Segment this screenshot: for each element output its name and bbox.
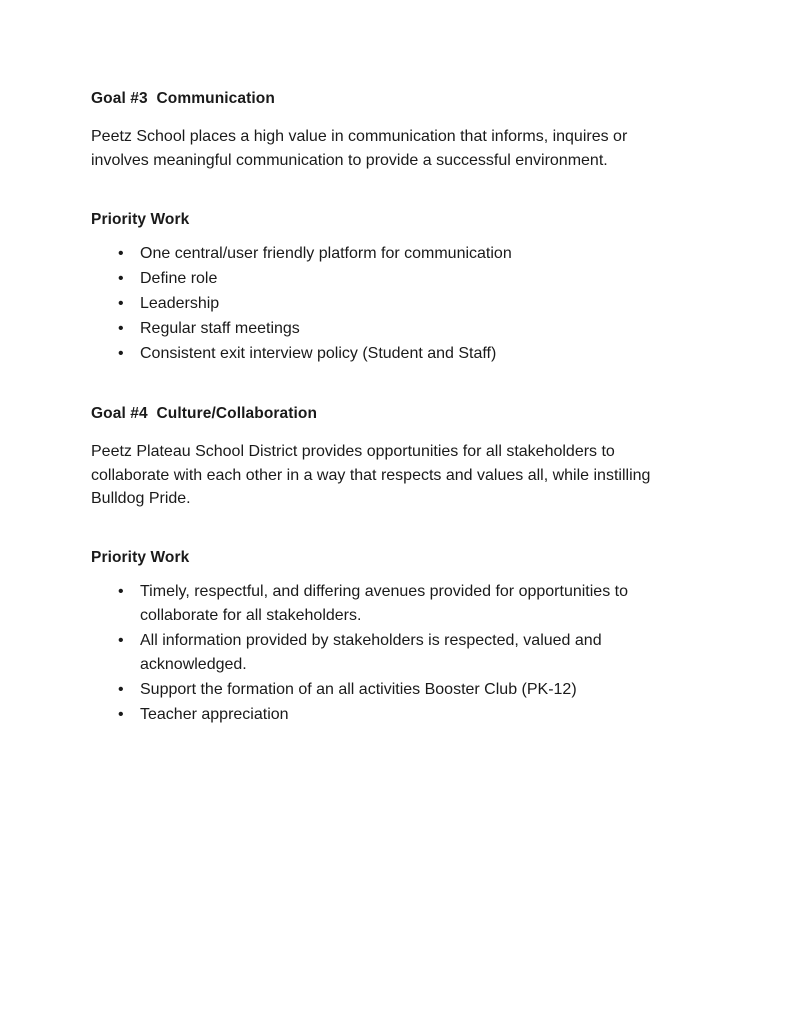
bullet-icon: • [118,344,124,362]
list-item-label: All information provided by stakeholders is respected, valued and acknowledged. [140,632,602,674]
list-item-label: Define role [140,269,218,287]
list-item-label: Support the formation of an all activities Booster Club (PK-12) [140,681,577,699]
bullet-icon: • [118,294,124,312]
document-section-goal-3 [91,88,685,366]
list-item-label: Consistent exit interview policy (Student and Staff) [140,344,497,362]
list-item-label: Timely, respectful, and differing avenues provided for opportunities to collaborate for all stakeholders. [140,583,628,625]
priority-work-heading: Priority Work [91,548,190,566]
document-section-goal-4 [91,403,685,727]
list-item [91,267,685,291]
list-item-label: Regular staff meetings [140,319,300,337]
list-item-label: Leadership [140,294,220,312]
goal-paragraph: Peetz School places a high value in communication that informs, inquires or involves meaningful communication to provide a successful environment. [91,128,628,169]
bullet-icon: • [118,681,124,699]
bullet-icon: • [118,706,124,724]
document-body [91,88,685,727]
priority-work-list [91,580,685,727]
bullet-icon: • [118,319,124,337]
goal-paragraph: Peetz Plateau School District provides opportunities for all stakeholders to collaborate with each other in a way that respects and values all, while instilling Bulldog Pride. [91,443,651,508]
priority-work-heading: Priority Work [91,210,190,228]
bullet-icon: • [118,269,124,287]
list-item [91,242,685,266]
goal-heading: Goal #3 Communication [91,90,275,107]
list-item [91,678,685,702]
list-item-label: One central/user friendly platform for communication [140,244,512,262]
priority-work-list [91,242,685,366]
list-item [91,629,685,677]
list-item-label: Teacher appreciation [140,706,289,724]
bullet-icon: • [118,632,124,650]
list-item [91,342,685,366]
list-item [91,703,685,727]
list-item [91,580,685,628]
bullet-icon: • [118,244,124,262]
list-item [91,317,685,341]
bullet-icon: • [118,583,124,601]
section-spacer [91,367,685,403]
goal-heading: Goal #4 Culture/Collaboration [91,404,318,422]
list-item [91,292,685,316]
